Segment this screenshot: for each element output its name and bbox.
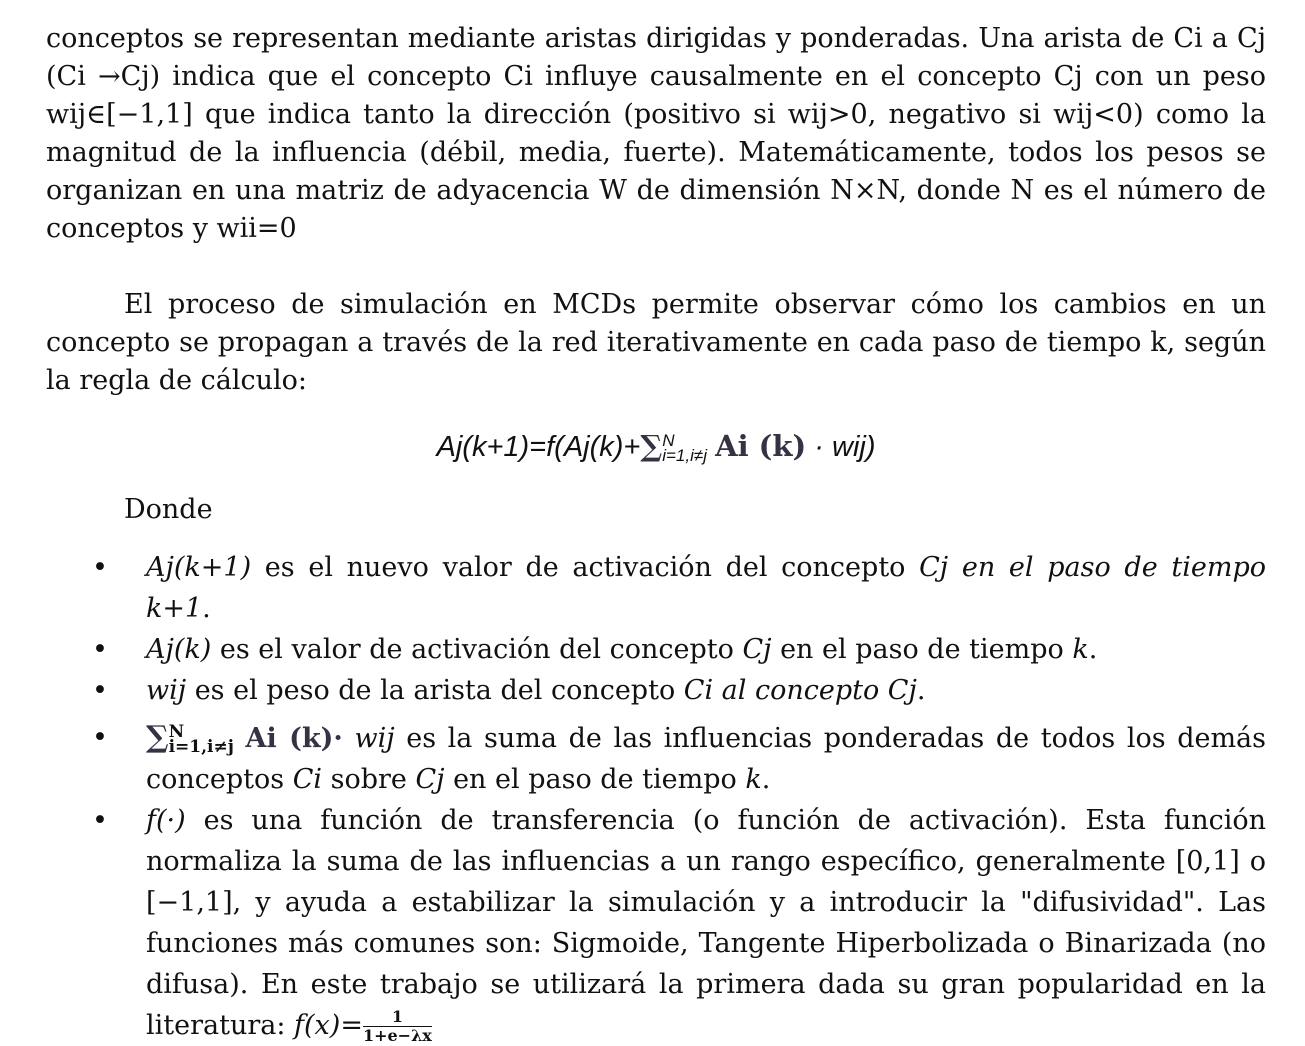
summation-term: Ai (k)· — [245, 723, 343, 754]
math-term: Cj — [415, 764, 445, 795]
math-term: Ci — [292, 764, 322, 795]
item-text: . — [916, 675, 926, 706]
fraction-numerator: 1 — [363, 1008, 432, 1027]
sigmoid-fraction — [363, 1008, 432, 1045]
item-text: . — [761, 764, 771, 795]
summation-upper: N — [662, 431, 675, 451]
item-text: . — [202, 593, 211, 624]
donde-label: Donde — [124, 494, 213, 525]
summation-lower: i=1,i≠j — [168, 736, 234, 757]
bullet: • — [92, 675, 108, 706]
summation-symbol: ∑ — [640, 429, 663, 463]
math-term: Cj — [742, 634, 772, 665]
equation-lhs: Aj(k+1)=f(Aj(k)+ — [436, 431, 641, 463]
paragraph-simulation: El proceso de simulación en MCDs permite observar cómo los cambios en un concepto se propagan a través de la red iterativamente en cada paso de tiempo k, según la regla de cálculo: — [46, 289, 1266, 396]
bullet: • — [92, 634, 108, 665]
item-text: es la suma de las influencias ponderadas de todos los demás conceptos — [146, 723, 1267, 795]
list-item — [46, 800, 1266, 1046]
item-text: en el paso de tiempo — [771, 634, 1073, 665]
paragraph-graph-definition: conceptos se representan mediante aristas dirigidas y ponderadas. Una arista de Ci a Cj (Ci →Cj) indica que el concepto Ci influye causalmente en el concepto Cj con un peso wij∈[−1,1] que indica tanto la dirección (positivo si wij>0, negativo si wij<0) como la magnitud de la influencia (débil, media, fuerte). Matemáticamente, todos los pesos se organizan en una matriz de adyacencia W de dimensión N×N, donde N es el número de conceptos y wii=0 — [46, 23, 1266, 244]
document-page — [46, 20, 1266, 1046]
equation-tail: · wij) — [814, 431, 876, 463]
item-text: . — [1088, 634, 1098, 665]
summation-limits — [168, 721, 234, 757]
item-text: sobre — [322, 764, 416, 795]
item-text: es el peso de la arista del concepto — [186, 675, 684, 706]
list-item — [46, 717, 1266, 800]
math-term: Aj(k+1) — [146, 552, 252, 583]
item-text: en el paso de tiempo — [444, 764, 746, 795]
math-term: wij — [342, 723, 395, 754]
list-item — [46, 629, 1266, 670]
item-text: es el valor de activación del concepto — [211, 634, 743, 665]
math-term: k — [745, 764, 762, 795]
math-term: f(x)= — [294, 1010, 363, 1041]
spacer — [46, 248, 1266, 286]
math-term: Ci al concepto Cj — [683, 675, 917, 706]
item-text: es el nuevo valor de activación del concepto — [251, 552, 920, 583]
math-term: wij — [146, 675, 187, 706]
math-term: Cj en el paso de tiempo k+1 — [146, 552, 1266, 624]
summation-lower: i=1,i≠j — [662, 446, 707, 466]
math-term: f(·) — [146, 805, 186, 836]
summation-limits — [662, 431, 707, 466]
definitions-list — [46, 547, 1266, 1046]
equation-term: Ai (k) — [715, 429, 807, 463]
bullet: • — [92, 805, 108, 836]
list-item — [46, 547, 1266, 629]
list-item — [46, 670, 1266, 711]
bullet: • — [92, 552, 108, 583]
item-text: es una función de transferencia (o función de activación). Esta función normaliza la suma de las influencias a un rango específico, generalmente [0,1] o [−1,1], y ayuda a estabilizar la simulación y a introducir la "difusividad". Las funciones más comunes son: Sigmoide, Tangente Hiperbolizada o Binarizada (no difusa). En este trabajo se utilizará la primera dada su gran popularidad en la literatura: — [146, 805, 1266, 1041]
activation-equation — [46, 424, 1266, 469]
summation-symbol: ∑ — [146, 720, 169, 755]
fraction-denominator: 1+e−λx — [362, 1026, 432, 1045]
summation-upper: N — [168, 721, 185, 742]
math-term: k — [1072, 634, 1089, 665]
bullet: • — [92, 722, 108, 753]
math-term: Aj(k) — [146, 634, 212, 665]
